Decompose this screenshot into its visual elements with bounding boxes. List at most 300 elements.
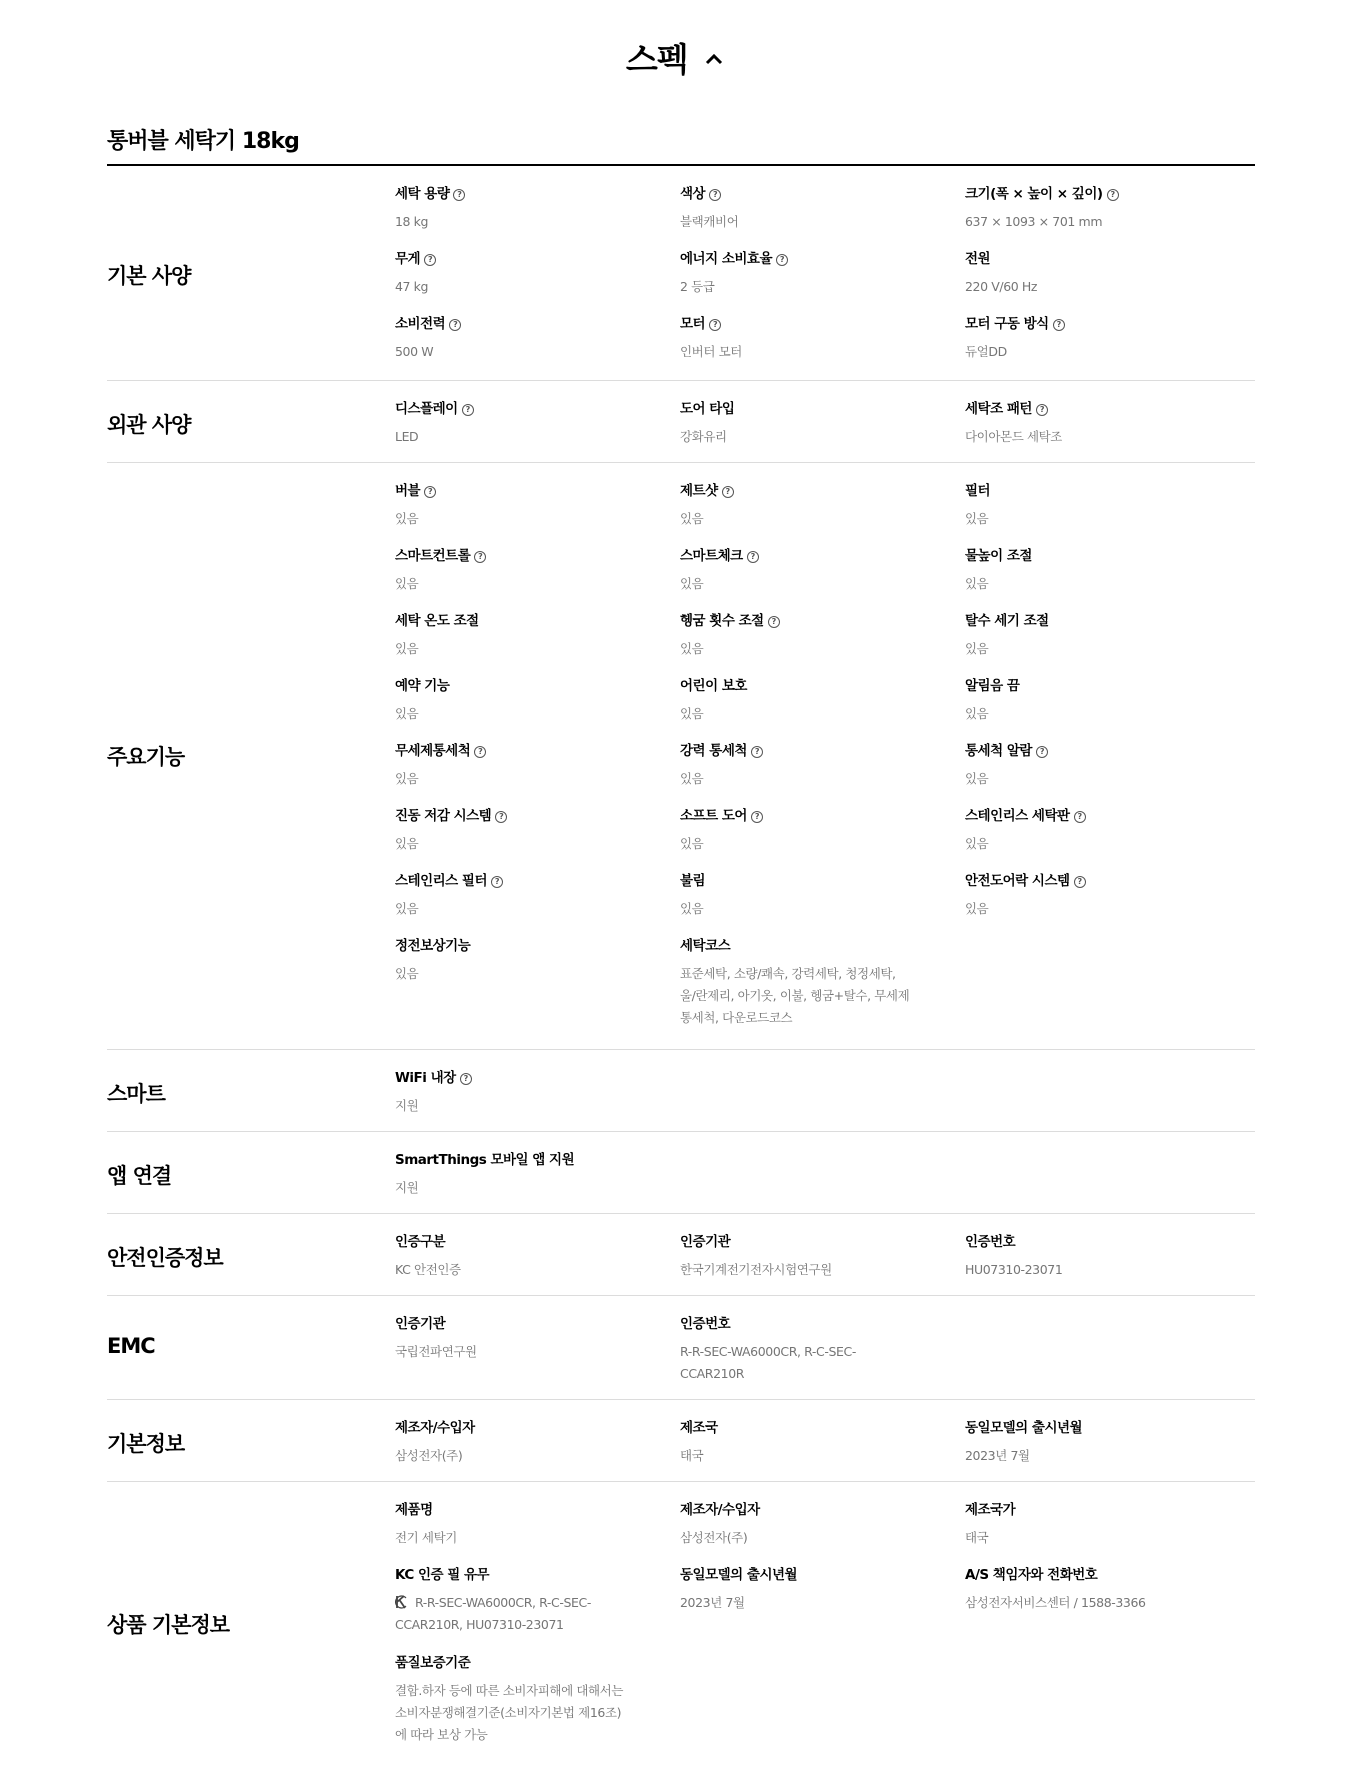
spec-value-text: 있음 [680, 706, 704, 721]
spec-value [680, 276, 950, 298]
spec-item [395, 1150, 665, 1199]
spec-value-text: 220 V/60 Hz [965, 279, 1038, 294]
help-icon[interactable]: ? [460, 1073, 472, 1085]
spec-label [965, 1418, 1235, 1438]
spec-label-text: 인증번호 [965, 1234, 1016, 1250]
spec-value [680, 211, 950, 233]
section-title: 상품 기본정보 [107, 1613, 230, 1637]
spec-item [395, 936, 665, 985]
spec-label-text: 필터 [965, 483, 991, 499]
spec-value [395, 638, 665, 660]
spec-label [680, 399, 950, 419]
spec-value-text: 지원 [395, 1098, 419, 1113]
spec-value-text: 전기 세탁기 [395, 1530, 457, 1545]
spec-label-text: 소비전력 [395, 316, 446, 332]
spec-label-text: 도어 타입 [680, 401, 735, 417]
spec-label-text: 인증기관 [395, 1316, 446, 1332]
spec-item [680, 871, 950, 920]
spec-label-text: 세탁조 패턴 [965, 401, 1032, 417]
section-title: 앱 연결 [107, 1164, 172, 1188]
spec-label [395, 1314, 665, 1334]
spec-label-text: 모터 [680, 316, 706, 332]
help-icon[interactable]: ? [1036, 404, 1048, 416]
spec-value-text: 듀얼DD [965, 344, 1007, 359]
spec-value [965, 426, 1235, 448]
spec-value-text: 인버터 모터 [680, 344, 742, 359]
section-title: 기본정보 [107, 1432, 185, 1456]
spec-value [680, 963, 910, 1029]
help-icon[interactable]: ? [751, 811, 763, 823]
spec-item [395, 399, 665, 448]
spec-label [395, 1565, 665, 1585]
spec-label [395, 184, 665, 204]
spec-value [965, 573, 1235, 595]
spec-value [965, 703, 1235, 725]
spec-item [680, 611, 950, 660]
spec-value [395, 276, 665, 298]
spec-item [680, 676, 950, 725]
spec-section-app [107, 1132, 1255, 1214]
spec-label [965, 184, 1235, 204]
spec-value [680, 1341, 910, 1385]
spec-label [965, 1232, 1235, 1252]
spec-value [965, 768, 1235, 790]
help-icon[interactable]: ? [449, 319, 461, 331]
spec-label-text: 알림음 끔 [965, 678, 1020, 694]
spec-value-text: 삼성전자(주) [680, 1530, 748, 1545]
spec-value [965, 1445, 1235, 1467]
spec-label [395, 1418, 665, 1438]
spec-label [395, 676, 665, 696]
spec-label-text: 인증구분 [395, 1234, 446, 1250]
spec-label-text: 인증기관 [680, 1234, 731, 1250]
spec-value [965, 508, 1235, 530]
spec-label-text: 세탁 용량 [395, 186, 450, 202]
spec-item [965, 1232, 1235, 1281]
spec-item [395, 1314, 665, 1363]
spec-label [965, 1565, 1235, 1585]
spec-value-text: 지원 [395, 1180, 419, 1195]
spec-item [965, 1565, 1235, 1614]
spec-label-text: 제조국 [680, 1420, 718, 1436]
spec-value [395, 211, 665, 233]
spec-value [680, 1259, 950, 1281]
spec-label [965, 399, 1235, 419]
spec-value-text: 있음 [680, 771, 704, 786]
spec-item [680, 249, 950, 298]
help-icon[interactable]: ? [776, 254, 788, 266]
spec-label [680, 1418, 950, 1438]
spec-label-text: 스테인리스 세탁판 [965, 808, 1070, 824]
spec-label [965, 249, 1235, 269]
help-icon[interactable]: ? [1107, 189, 1119, 201]
help-icon[interactable]: ? [709, 189, 721, 201]
spec-value [680, 638, 950, 660]
spec-label [395, 481, 665, 501]
spec-item [395, 1653, 665, 1746]
spec-label-text: 소프트 도어 [680, 808, 747, 824]
spec-value-text: 삼성전자서비스센터 / 1588-3366 [965, 1595, 1146, 1610]
spec-value-text: 있음 [965, 836, 989, 851]
spec-label [680, 546, 950, 566]
chevron-up-icon [704, 52, 724, 66]
spec-value-text: R-R-SEC-WA6000CR, R-C-SEC-CCAR210R, HU07310-23071 [395, 1595, 591, 1632]
spec-item [680, 741, 950, 790]
spec-label [395, 546, 665, 566]
spec-value [965, 211, 1235, 233]
spec-value-text: 18 kg [395, 214, 429, 229]
spec-label [395, 249, 665, 269]
spec-value [965, 341, 1235, 363]
spec-value-text: 있음 [965, 511, 989, 526]
help-icon[interactable]: ? [768, 616, 780, 628]
spec-value-text: 있음 [395, 771, 419, 786]
spec-item [965, 399, 1235, 448]
spec-label [680, 1232, 950, 1252]
spec-item [395, 1500, 665, 1549]
help-icon[interactable]: ? [474, 746, 486, 758]
spec-item [680, 806, 950, 855]
spec-value-text: 있음 [395, 901, 419, 916]
spec-value-text: 강화유리 [680, 429, 727, 444]
spec-value-text: 있음 [395, 706, 419, 721]
spec-value-text: 있음 [395, 836, 419, 851]
spec-item [680, 546, 950, 595]
spec-value-text: 2023년 7월 [680, 1595, 745, 1610]
section-title: EMC [107, 1334, 155, 1358]
spec-value-text: 삼성전자(주) [395, 1448, 463, 1463]
help-icon[interactable]: ? [1074, 876, 1086, 888]
spec-value [680, 898, 950, 920]
spec-label [395, 611, 665, 631]
spec-label [395, 314, 665, 334]
spec-label [395, 1150, 665, 1170]
spec-value [680, 833, 950, 855]
spec-item [395, 676, 665, 725]
spec-label-text: 제조자/수입자 [680, 1502, 760, 1518]
spec-value-text: KC 안전인증 [395, 1262, 461, 1277]
spec-item [965, 1500, 1235, 1549]
spec-item [395, 1565, 665, 1636]
spec-item [395, 314, 665, 363]
section-title: 안전인증정보 [107, 1246, 223, 1270]
spec-item [680, 1500, 950, 1549]
spec-label [965, 481, 1235, 501]
spec-label-text: 스마트컨트롤 [395, 548, 471, 564]
spec-item [965, 676, 1235, 725]
help-icon[interactable]: ? [722, 486, 734, 498]
spec-value-text: LED [395, 429, 419, 444]
spec-label-text: 모터 구동 방식 [965, 316, 1049, 332]
spec-value [395, 1592, 625, 1636]
spec-label [965, 741, 1235, 761]
spec-value [680, 573, 950, 595]
spec-value-text: 표준세탁, 소량/쾌속, 강력세탁, 청정세탁, 울/란제리, 아기옷, 이불, 헹굼+탈수, 무세제통세척, 다운로드코스 [680, 966, 910, 1025]
spec-label [680, 1565, 950, 1585]
spec-value-text: 있음 [965, 901, 989, 916]
spec-label-text: 물높이 조절 [965, 548, 1032, 564]
spec-value [395, 1680, 625, 1746]
spec-label-text: 탈수 세기 조절 [965, 613, 1049, 629]
spec-item [965, 249, 1235, 298]
spec-item [395, 546, 665, 595]
spec-label [395, 399, 665, 419]
product-name: 통버블 세탁기 18kg [107, 129, 299, 154]
spec-value [965, 638, 1235, 660]
help-icon[interactable]: ? [1074, 811, 1086, 823]
help-icon[interactable]: ? [1053, 319, 1065, 331]
spec-item [965, 1418, 1235, 1467]
spec-label-text: 예약 기능 [395, 678, 450, 694]
spec-label [680, 611, 950, 631]
spec-label [965, 611, 1235, 631]
spec-value-text: R-R-SEC-WA6000CR, R-C-SEC-CCAR210R [680, 1344, 856, 1381]
spec-value [395, 1095, 665, 1117]
spec-label-text: 스테인리스 필터 [395, 873, 487, 889]
spec-label-text: 정전보상기능 [395, 938, 471, 954]
spec-label [680, 184, 950, 204]
spec-label [395, 936, 665, 956]
spec-label [395, 1232, 665, 1252]
spec-label-text: 색상 [680, 186, 706, 202]
spec-label [680, 936, 950, 956]
spec-item [395, 1068, 665, 1117]
spec-value [965, 1527, 1235, 1549]
spec-item [680, 1418, 950, 1467]
spec-item [965, 314, 1235, 363]
help-icon[interactable]: ? [709, 319, 721, 331]
spec-label [965, 806, 1235, 826]
spec-value [965, 1592, 1235, 1614]
spec-value [395, 341, 665, 363]
spec-label-text: 인증번호 [680, 1316, 731, 1332]
spec-label [965, 676, 1235, 696]
help-icon[interactable]: ? [751, 746, 763, 758]
spec-label-text: SmartThings 모바일 앱 지원 [395, 1152, 575, 1168]
spec-label [680, 1500, 950, 1520]
spec-label-text: 통세척 알람 [965, 743, 1032, 759]
spec-value-text: 있음 [395, 576, 419, 591]
spec-value [395, 573, 665, 595]
spec-value-text: 있음 [395, 511, 419, 526]
section-title: 기본 사양 [107, 264, 191, 288]
spec-value-text: 있음 [965, 706, 989, 721]
spec-item [965, 806, 1235, 855]
spec-label-text: WiFi 내장 [395, 1070, 456, 1086]
spec-item [965, 481, 1235, 530]
section-title: 스마트 [107, 1082, 165, 1106]
spec-value [680, 1592, 950, 1614]
spec-label [965, 546, 1235, 566]
spec-value [395, 426, 665, 448]
spec-label-text: 세탁코스 [680, 938, 731, 954]
spec-label-text: 무게 [395, 251, 421, 267]
spec-item [395, 611, 665, 660]
spec-value [965, 1259, 1235, 1281]
spec-item [395, 741, 665, 790]
spec-label [395, 871, 665, 891]
spec-label-text: 어린이 보호 [680, 678, 747, 694]
spec-label-text: 강력 통세척 [680, 743, 747, 759]
spec-value [680, 1527, 950, 1549]
spec-item [395, 184, 665, 233]
spec-value [680, 768, 950, 790]
spec-label-text: 안전도어락 시스템 [965, 873, 1070, 889]
help-icon[interactable]: ? [462, 404, 474, 416]
spec-value [395, 703, 665, 725]
spec-value [680, 341, 950, 363]
spec-value-text: 637 × 1093 × 701 mm [965, 214, 1103, 229]
spec-item [965, 611, 1235, 660]
spec-value-text: 있음 [965, 771, 989, 786]
spec-value-text: 500 W [395, 344, 434, 359]
spec-label-text: 제조국가 [965, 1502, 1016, 1518]
spec-value-text: 있음 [680, 511, 704, 526]
spec-item [395, 481, 665, 530]
spec-value-text: 있음 [680, 576, 704, 591]
spec-value [395, 898, 665, 920]
spec-item [965, 184, 1235, 233]
spec-value-text: 있음 [395, 641, 419, 656]
spec-value-text: 한국기계전기전자시험연구원 [680, 1262, 832, 1277]
spec-item [680, 1232, 950, 1281]
spec-value [680, 1445, 950, 1467]
spec-label-text: 크기(폭 × 높이 × 깊이) [965, 186, 1103, 202]
kc-mark-icon [395, 1595, 407, 1609]
spec-label [680, 249, 950, 269]
spec-label [395, 1500, 665, 1520]
spec-item [965, 741, 1235, 790]
spec-label-text: 에너지 소비효율 [680, 251, 772, 267]
spec-value-text: 있음 [680, 836, 704, 851]
spec-label-text: KC 인증 필 유무 [395, 1567, 490, 1583]
spec-label [680, 1314, 950, 1334]
spec-label [680, 741, 950, 761]
spec-value-text: 2 등급 [680, 279, 715, 294]
spec-value [395, 508, 665, 530]
spec-label [680, 676, 950, 696]
help-icon[interactable]: ? [424, 486, 436, 498]
spec-label-text: 버블 [395, 483, 421, 499]
spec-label [395, 806, 665, 826]
spec-label [965, 1500, 1235, 1520]
spec-value [965, 276, 1235, 298]
spec-label-text: 디스플레이 [395, 401, 458, 417]
spec-label-text: A/S 책임자와 전화번호 [965, 1567, 1098, 1583]
spec-label-text: 동일모델의 출시년월 [680, 1567, 798, 1583]
spec-value [395, 963, 665, 985]
help-icon[interactable]: ? [747, 551, 759, 563]
spec-value [680, 508, 950, 530]
spec-value-text: 결함.하자 등에 따른 소비자피해에 대해서는 소비자분쟁해결기준(소비자기본법 제16조)에 따라 보상 가능 [395, 1683, 624, 1742]
spec-label-text: 품질보증기준 [395, 1655, 471, 1671]
spec-label [395, 741, 665, 761]
spec-label [965, 314, 1235, 334]
spec-label [680, 871, 950, 891]
spec-value [395, 833, 665, 855]
spec-section-smart [107, 1050, 1255, 1132]
help-icon[interactable]: ? [491, 876, 503, 888]
spec-item [680, 481, 950, 530]
spec-value-text: 2023년 7월 [965, 1448, 1030, 1463]
spec-value-text: 국립전파연구원 [395, 1344, 477, 1359]
spec-label [395, 1653, 665, 1673]
spec-item [680, 1314, 950, 1385]
help-icon[interactable]: ? [1036, 746, 1048, 758]
spec-item [680, 314, 950, 363]
spec-label [680, 481, 950, 501]
spec-label-text: 스마트체크 [680, 548, 743, 564]
spec-item [680, 1565, 950, 1614]
spec-value-text: 있음 [965, 576, 989, 591]
spec-value-text: 47 kg [395, 279, 429, 294]
spec-item [680, 399, 950, 448]
spec-value-text: 태국 [965, 1530, 989, 1545]
spec-value [395, 1259, 665, 1281]
spec-value [395, 1445, 665, 1467]
spec-value-text: 있음 [680, 641, 704, 656]
spec-item [395, 1232, 665, 1281]
spec-item [395, 806, 665, 855]
spec-item [965, 871, 1235, 920]
spec-value [395, 768, 665, 790]
spec-label-text: 전원 [965, 251, 991, 267]
help-icon[interactable]: ? [474, 551, 486, 563]
spec-value-text: 있음 [395, 966, 419, 981]
spec-toggle[interactable] [0, 34, 1350, 81]
spec-value-text: HU07310-23071 [965, 1262, 1063, 1277]
spec-value [965, 833, 1235, 855]
spec-label-text: 무세제통세척 [395, 743, 471, 759]
spec-label [680, 314, 950, 334]
spec-label-text: 헹굼 횟수 조절 [680, 613, 764, 629]
spec-label [965, 871, 1235, 891]
spec-label-text: 제품명 [395, 1502, 433, 1518]
spec-value-text: 태국 [680, 1448, 704, 1463]
spec-value-text: 다이아몬드 세탁조 [965, 429, 1062, 444]
spec-item [395, 249, 665, 298]
spec-item [395, 871, 665, 920]
spec-item [680, 936, 950, 1029]
spec-value [395, 1527, 665, 1549]
section-title: 주요기능 [107, 745, 185, 769]
help-icon[interactable]: ? [424, 254, 436, 266]
spec-label-text: 세탁 온도 조절 [395, 613, 479, 629]
spec-label [395, 1068, 665, 1088]
spec-label-text: 동일모델의 출시년월 [965, 1420, 1083, 1436]
help-icon[interactable]: ? [453, 189, 465, 201]
spec-item [395, 1418, 665, 1467]
spec-value [965, 898, 1235, 920]
spec-title-text: 스펙 [625, 40, 688, 79]
spec-value [680, 703, 950, 725]
spec-value-text: 있음 [680, 901, 704, 916]
spec-item [680, 184, 950, 233]
spec-value-text: 블랙캐비어 [680, 214, 739, 229]
section-title: 외관 사양 [107, 413, 191, 437]
spec-value [395, 1341, 665, 1363]
spec-value-text: 있음 [965, 641, 989, 656]
spec-label-text: 진동 저감 시스템 [395, 808, 492, 824]
help-icon[interactable]: ? [495, 811, 507, 823]
spec-item [965, 546, 1235, 595]
spec-label-text: 제조자/수입자 [395, 1420, 475, 1436]
spec-label-text: 제트샷 [680, 483, 718, 499]
spec-value [395, 1177, 665, 1199]
spec-value [680, 426, 950, 448]
spec-label-text: 불림 [680, 873, 706, 889]
spec-label [680, 806, 950, 826]
